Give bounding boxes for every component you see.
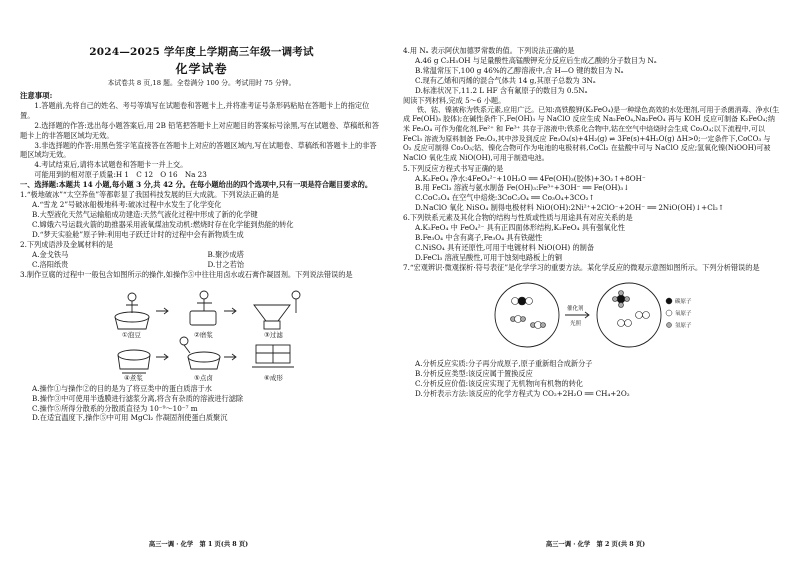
page-right (397, 0, 794, 562)
option: C.嫦娥六号运载火箭的助推器采用液氧煤油发动机:燃烧时存在化学能到热能的转化 (32, 220, 294, 230)
legend-label: 氧原子 (675, 310, 692, 317)
option: D.“梦天实验舱”原子钟:利用电子跃迁计时的过程中会有新物质生成 (32, 229, 244, 239)
passage-intro: 阅读下列材料,完成 5～6 小题。 (403, 95, 506, 105)
reading-passage: 铁、钴、镍被称为铁系元素,应用广泛。已知:高铁酸钾(K₂FeO₄)是一种绿色高效的水处理剂,可用于杀菌消毒、净水(生成 Fe(OH)₃ 胶体);在碱性条件下,Fe(OH)₃ 与 NaClO 反应生成 Na₂FeO₄,Na₂FeO₄ 再与 KOH 反应可制备 K₂FeO₄;纳米 Fe₃O₄ 可作为催化剂,Fe²⁺ 和 Fe³⁺ 共存于溶液中;铁系化合物中,钴在空气中焙烧时会生成 Co₃O₄;以下流程中,可以 FeCl₃ 溶液为原料制备 Fe₂O₃,其中涉及到反应 Fe₃O₄(s)+4H₂(g) ⇌ 3Fe(s)+4H₂O(g) ΔH>0;一定条件下,CoCO₃ 与 O₂ 反应可制得 Co₂O₃;钴、镍化合物可作为电池的电极材料,CoCl₂ 在盐酸中可与 NaClO 反应;氢氧化镍(NiOOH)可被 NaClO 氧化生成 NiO(OH),可用于制造电池。 (403, 105, 780, 162)
figure-label: ②磨浆 (194, 330, 213, 339)
option: D.在适宜温度下,操作⑤中可用 MgCl₂ 作凝固剂使蛋白质聚沉 (32, 413, 228, 423)
exam-title: 2024—2025 学年度上学期高三年级一调考试 (89, 46, 314, 58)
boiling-illustration (118, 350, 150, 373)
arrow-icon (224, 354, 236, 360)
note-item: 4.考试结束后,请将本试题卷和答题卡一并上交。 (34, 160, 188, 170)
option: B.常温常压下,100 g 46%的乙醇溶液中,含 H—O 键的数目为 Nₐ (415, 65, 624, 75)
page-footer: 高三一调 · 化学 第 1 页(共 8 页) (148, 541, 249, 549)
arrow-icon (156, 354, 168, 360)
note-item: 3.非选择题的作答:用黑色签字笔直接答在答题卡上对应的答题区域内,写在试题卷、草稿纸和答题卡上的非答题区域均无效。 (20, 140, 377, 160)
option-row (20, 250, 383, 260)
option: C.NiSO₄ 具有还原性,可用于电镀材料 NiO(OH) 的制备 (415, 243, 595, 253)
option: B.操作③中可使用半透膜进行滤浆分离,将含有杂质的溶液进行滤除 (32, 393, 244, 403)
question-stem: 2.下列成语涉及金属材料的是 (20, 239, 114, 249)
atomic-masses: 可能用到的相对原子质量:H 1 C 12 O 16 Na 23 (34, 170, 207, 180)
reaction-micro-diagram (493, 277, 693, 355)
curdling-illustration (180, 337, 220, 369)
arrow-label-bottom: 光照 (570, 320, 582, 327)
question-stem: 3.制作豆腐的过程中一般包含如图所示的操作,如操作⑤中往往用卤水或石膏作凝固剂。下列说法错误的是 (20, 269, 353, 279)
option: B.聚沙成塔 (207, 249, 244, 259)
hydrogen-atom-icon (667, 322, 672, 327)
option: A.K₂FeO₄ 中 FeO₄²⁻ 具有正四面体形结构,K₂FeO₄ 具有强氧化性 (415, 223, 625, 233)
option: A.46 g C₂H₅OH 与足量酸性高锰酸钾充分反应后生成乙酸的分子数目为 Nₐ (415, 55, 657, 65)
exam-subtitle: 化学试卷 (175, 61, 228, 76)
arrow-icon (156, 308, 168, 314)
oxygen-atom-icon (666, 310, 672, 316)
page-footer: 高三一调 · 化学 第 2 页(共 8 页) (545, 541, 646, 549)
products-circle (597, 283, 661, 347)
soaking-illustration (115, 293, 149, 329)
option: C.操作⑤所得分散系的分散质直径为 10⁻⁹～10⁻⁷ m (32, 403, 198, 413)
figure-label: ⑤点卤 (194, 373, 213, 381)
arrow-icon (565, 312, 589, 318)
option: B.大型液化天然气运输船成功建造:天然气液化过程中形成了新的化学键 (32, 210, 258, 220)
option: B.分析反应类型:该反应属于置换反应 (415, 368, 533, 378)
notes-heading: 注意事项: (20, 90, 53, 100)
option: D.甘之若饴 (207, 259, 245, 269)
option: B.Fe₃O₄ 中含有离子,Fe₃O₄ 具有铁磁性 (415, 233, 543, 243)
option: A.K₂FeO₄ 净水:4FeO₄²⁻+10H₂O ══ 4Fe(OH)₃(胶体)+3O₂↑+8OH⁻ (415, 173, 646, 183)
option: B.用 FeCl₃ 溶液与氨水制备 Fe(OH)₃:Fe³⁺+3OH⁻ ══ Fe(OH)₃↓ (415, 183, 630, 193)
figure-label: ⑥成形 (264, 373, 283, 381)
legend (666, 297, 692, 329)
option: C.CoC₂O₄ 在空气中焙烧:3CoC₂O₄ ══ Co₃O₄+3CO₂↑ (415, 193, 595, 203)
option: D.标准状况下,11.2 L HF 含有氟原子的数目为 0.5Nₐ (415, 85, 588, 95)
figure-label: ③过滤 (264, 330, 283, 339)
figure-label: ④煮浆 (124, 373, 143, 381)
option: C.分析反应价值:该反应实现了无机物向有机物的转化 (415, 378, 584, 388)
reactants-circle (495, 283, 559, 347)
option: D.分析表示方法:该反应的化学方程式为 CO₂+2H₂O ══ CH₄+2O₂ (415, 388, 630, 398)
filtering-illustration (254, 291, 300, 329)
forming-illustration (252, 345, 294, 367)
question-stem: 1.“极地破冰”“太空养鱼”等都彰显了我国科技发展的巨大成就。下列说法正确的是 (20, 190, 279, 200)
option: D.FeCl₃ 溶液呈酸性,可用于蚀刻电路板上的铜 (415, 253, 562, 262)
question-stem: 5.下列反应方程式书写正确的是 (403, 163, 504, 173)
arrow-label-top: 催化剂 (567, 305, 584, 312)
option: C.洛阳纸贵 (32, 259, 69, 269)
grinding-illustration (190, 291, 216, 325)
question-stem: 6.下列铁系元素及其化合物的结构与性质或性质与用途具有对应关系的是 (403, 213, 633, 223)
question-stem: 7.“宏观辨识·微观探析·符号表征”是化学学习的重要方法。某化学反应的微观示意图如图所示。下列分析错误的是 (403, 262, 760, 272)
option: A.分析反应实质:分子再分成原子,原子重新组合成新分子 (415, 358, 593, 368)
tofu-process-figure (104, 283, 314, 381)
carbon-atom-icon (666, 298, 672, 304)
figure-label: ①泡豆 (122, 330, 141, 339)
option: A.“雪龙 2”号破冰船极地科考:破冰过程中水发生了化学变化 (32, 200, 222, 210)
note-item: 2.选择题的作答:选出每小题答案后,用 2B 铅笔把答题卡上对应题目的答案标号涂黑,写在试题卷、草稿纸和答题卡上的非答题区域均无效。 (20, 120, 379, 140)
question-stem: 4.用 Nₐ 表示阿伏加德罗常数的值。下列说法正确的是 (403, 46, 575, 55)
legend-label: 氢原子 (675, 322, 692, 329)
arrow-icon (224, 308, 236, 314)
note-item: 1.答题前,先将自己的姓名、考号等填写在试题卷和答题卡上,并将准考证号条形码粘贴在答题卡上的指定位置。 (20, 100, 370, 120)
option: A.操作①与操作②的目的是为了将豆类中的蛋白质溶于水 (32, 383, 212, 393)
option: A.金戈铁马 (32, 249, 69, 259)
legend-label: 碳原子 (675, 298, 692, 305)
option: C.现有乙烯和丙烯的混合气体共 14 g,其原子总数为 3Nₐ (415, 75, 596, 85)
exam-meta: 本试卷共 8 页,18 题。全卷满分 100 分。考试用时 75 分钟。 (107, 79, 296, 88)
option-row (20, 260, 383, 270)
option: D.NaClO 氧化 NiSO₄ 制得电极材料 NiO(OH):2Ni²⁺+2ClO⁻+2OH⁻ ══ 2NiO(OH)↓+Cl₂↑ (415, 203, 724, 213)
section-heading: 一、选择题:本题共 14 小题,每小题 3 分,共 42 分。在每小题给出的四个选项中,只有一项是符合题目要求的。 (20, 180, 373, 190)
